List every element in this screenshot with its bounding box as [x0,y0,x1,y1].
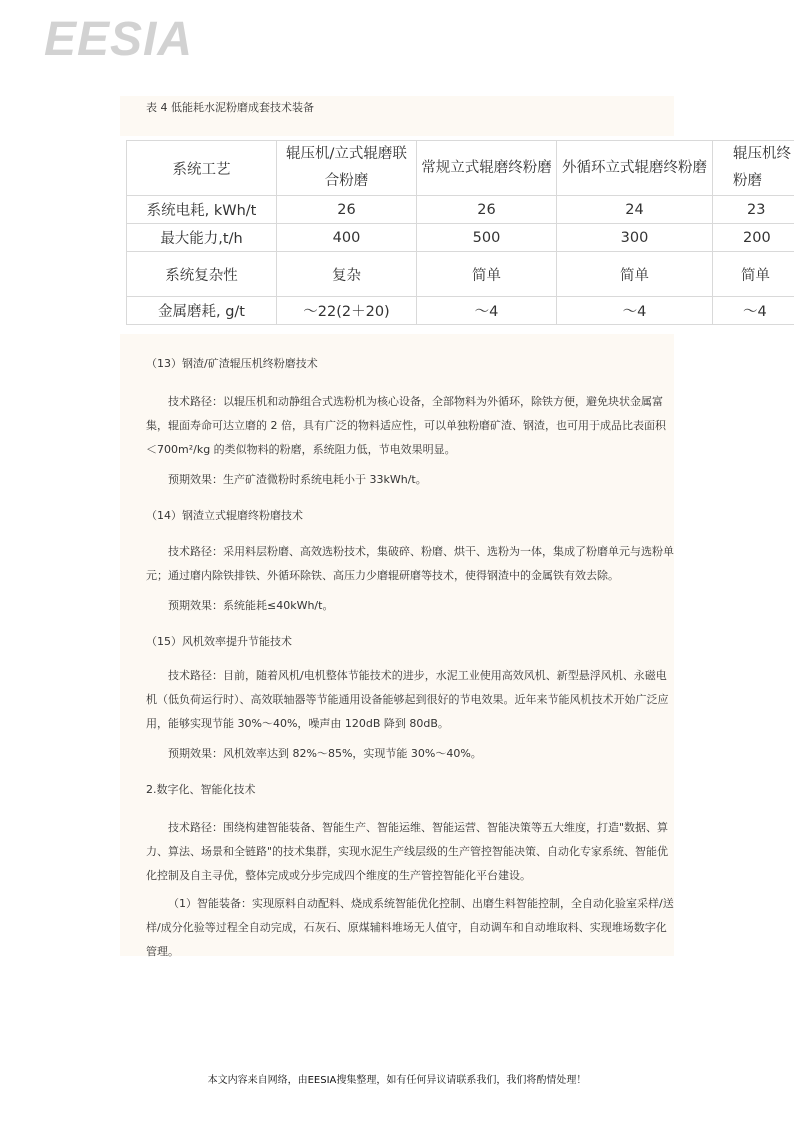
table-cell: ～22(2＋20) [277,297,417,325]
table-cell: 简单 [557,252,713,297]
table-cell: 简单 [417,252,557,297]
table-cell: 300 [557,224,713,252]
paragraph: （1）智能装备：实现原料自动配料、烧成系统智能优化控制、出磨生料智能控制，全自动化验室采样/送样/成分化验等过程全自动完成，石灰石、原煤辅料堆场无人值守，自动调车和自动堆取料、实现堆场数字化管理。 [146,897,674,958]
section-heading-15: （15）风机效率提升节能技术 [146,635,292,648]
header-cell: 辊压机/立式辊磨联合粉磨 [277,141,417,196]
table-cell: 最大能力,t/h [127,224,277,252]
table-cell: 系统复杂性 [127,252,277,297]
footer-disclaimer: 本文内容来自网络，由EESIA搜集整理，如有任何异议请联系我们，我们将酌情处理！ [207,1075,587,1086]
header-cell: 系统工艺 [127,141,277,196]
table-caption: 表 4 低能耗水泥粉磨成套技术装备 [146,101,314,114]
table-row [127,252,794,297]
table-cell: ～4 [713,297,794,325]
paragraph: 技术路径：围绕构建智能装备、智能生产、智能运维、智能运营、智能决策等五大维度，打造"数据、算力、算法、场景和全链路"的技术集群，实现水泥生产线层级的生产管控智能决策、自动化专家系统、智能优化控制及自主寻优，整体完成或分步完成四个维度的生产管控智能化平台建设。 [146,821,669,882]
paragraph: 技术路径：目前，随着风机/电机整体节能技术的进步，水泥工业使用高效风机、新型悬浮风机、永磁电机（低负荷运行时）、高效联轴器等节能通用设备能够起到很好的节电效果。近年来节能风机技术开始广泛应用，能够实现节能 30%～40%，噪声由 120dB 降到 80dB。 [146,669,669,730]
table-cell: 23 [713,196,794,224]
table-cell: ～4 [557,297,713,325]
table-cell: ～4 [417,297,557,325]
table-row [127,196,794,224]
table-cell: 复杂 [277,252,417,297]
paragraph: 预期效果：系统能耗≤40kWh/t。 [168,599,334,612]
eesia-logo: EESIA [44,13,194,66]
section-heading-13: （13）钢渣/矿渣辊压机终粉磨技术 [146,357,318,370]
header-cell: 常规立式辊磨终粉磨 [417,141,557,196]
table-row [127,224,794,252]
paragraph: 预期效果：风机效率达到 82%～85%，实现节能 30%～40%。 [168,747,482,760]
table-cell: 500 [417,224,557,252]
table-cell: 金属磨耗, g/t [127,297,277,325]
table-cell: 26 [277,196,417,224]
table-cell: 200 [713,224,794,252]
grinding-equipment-table [126,140,794,325]
table-header-row [127,141,794,196]
table-cell: 26 [417,196,557,224]
table-row [127,297,794,325]
paragraph: 技术路径：采用料层粉磨、高效选粉技术，集破碎、粉磨、烘干、选粉为一体，集成了粉磨单元与选粉单元；通过磨内除铁排铁、外循环除铁、高压力少磨辊研磨等技术，使得钢渣中的金属铁有效去除。 [146,545,674,582]
header-cell: 外循环立式辊磨终粉磨 [557,141,713,196]
section-heading-digital: 2.数字化、智能化技术 [146,783,256,796]
header-cell: 辊压机终粉磨 [713,141,794,196]
table-cell: 400 [277,224,417,252]
paragraph: 技术路径：以辊压机和动静组合式选粉机为核心设备，全部物料为外循环，除铁方便，避免块状金属富集，辊面寿命可达立磨的 2 倍，具有广泛的物料适应性，可以单独粉磨矿渣、钢渣，也可用于成品比表面积＜700m²/kg 的类似物料的粉磨，系统阻力低，节电效果明显。 [146,395,666,456]
paragraph: 预期效果：生产矿渣微粉时系统电耗小于 33kWh/t。 [168,473,427,486]
table-cell: 系统电耗, kWh/t [127,196,277,224]
table-cell: 简单 [713,252,794,297]
table-cell: 24 [557,196,713,224]
section-heading-14: （14）钢渣立式辊磨终粉磨技术 [146,509,303,522]
